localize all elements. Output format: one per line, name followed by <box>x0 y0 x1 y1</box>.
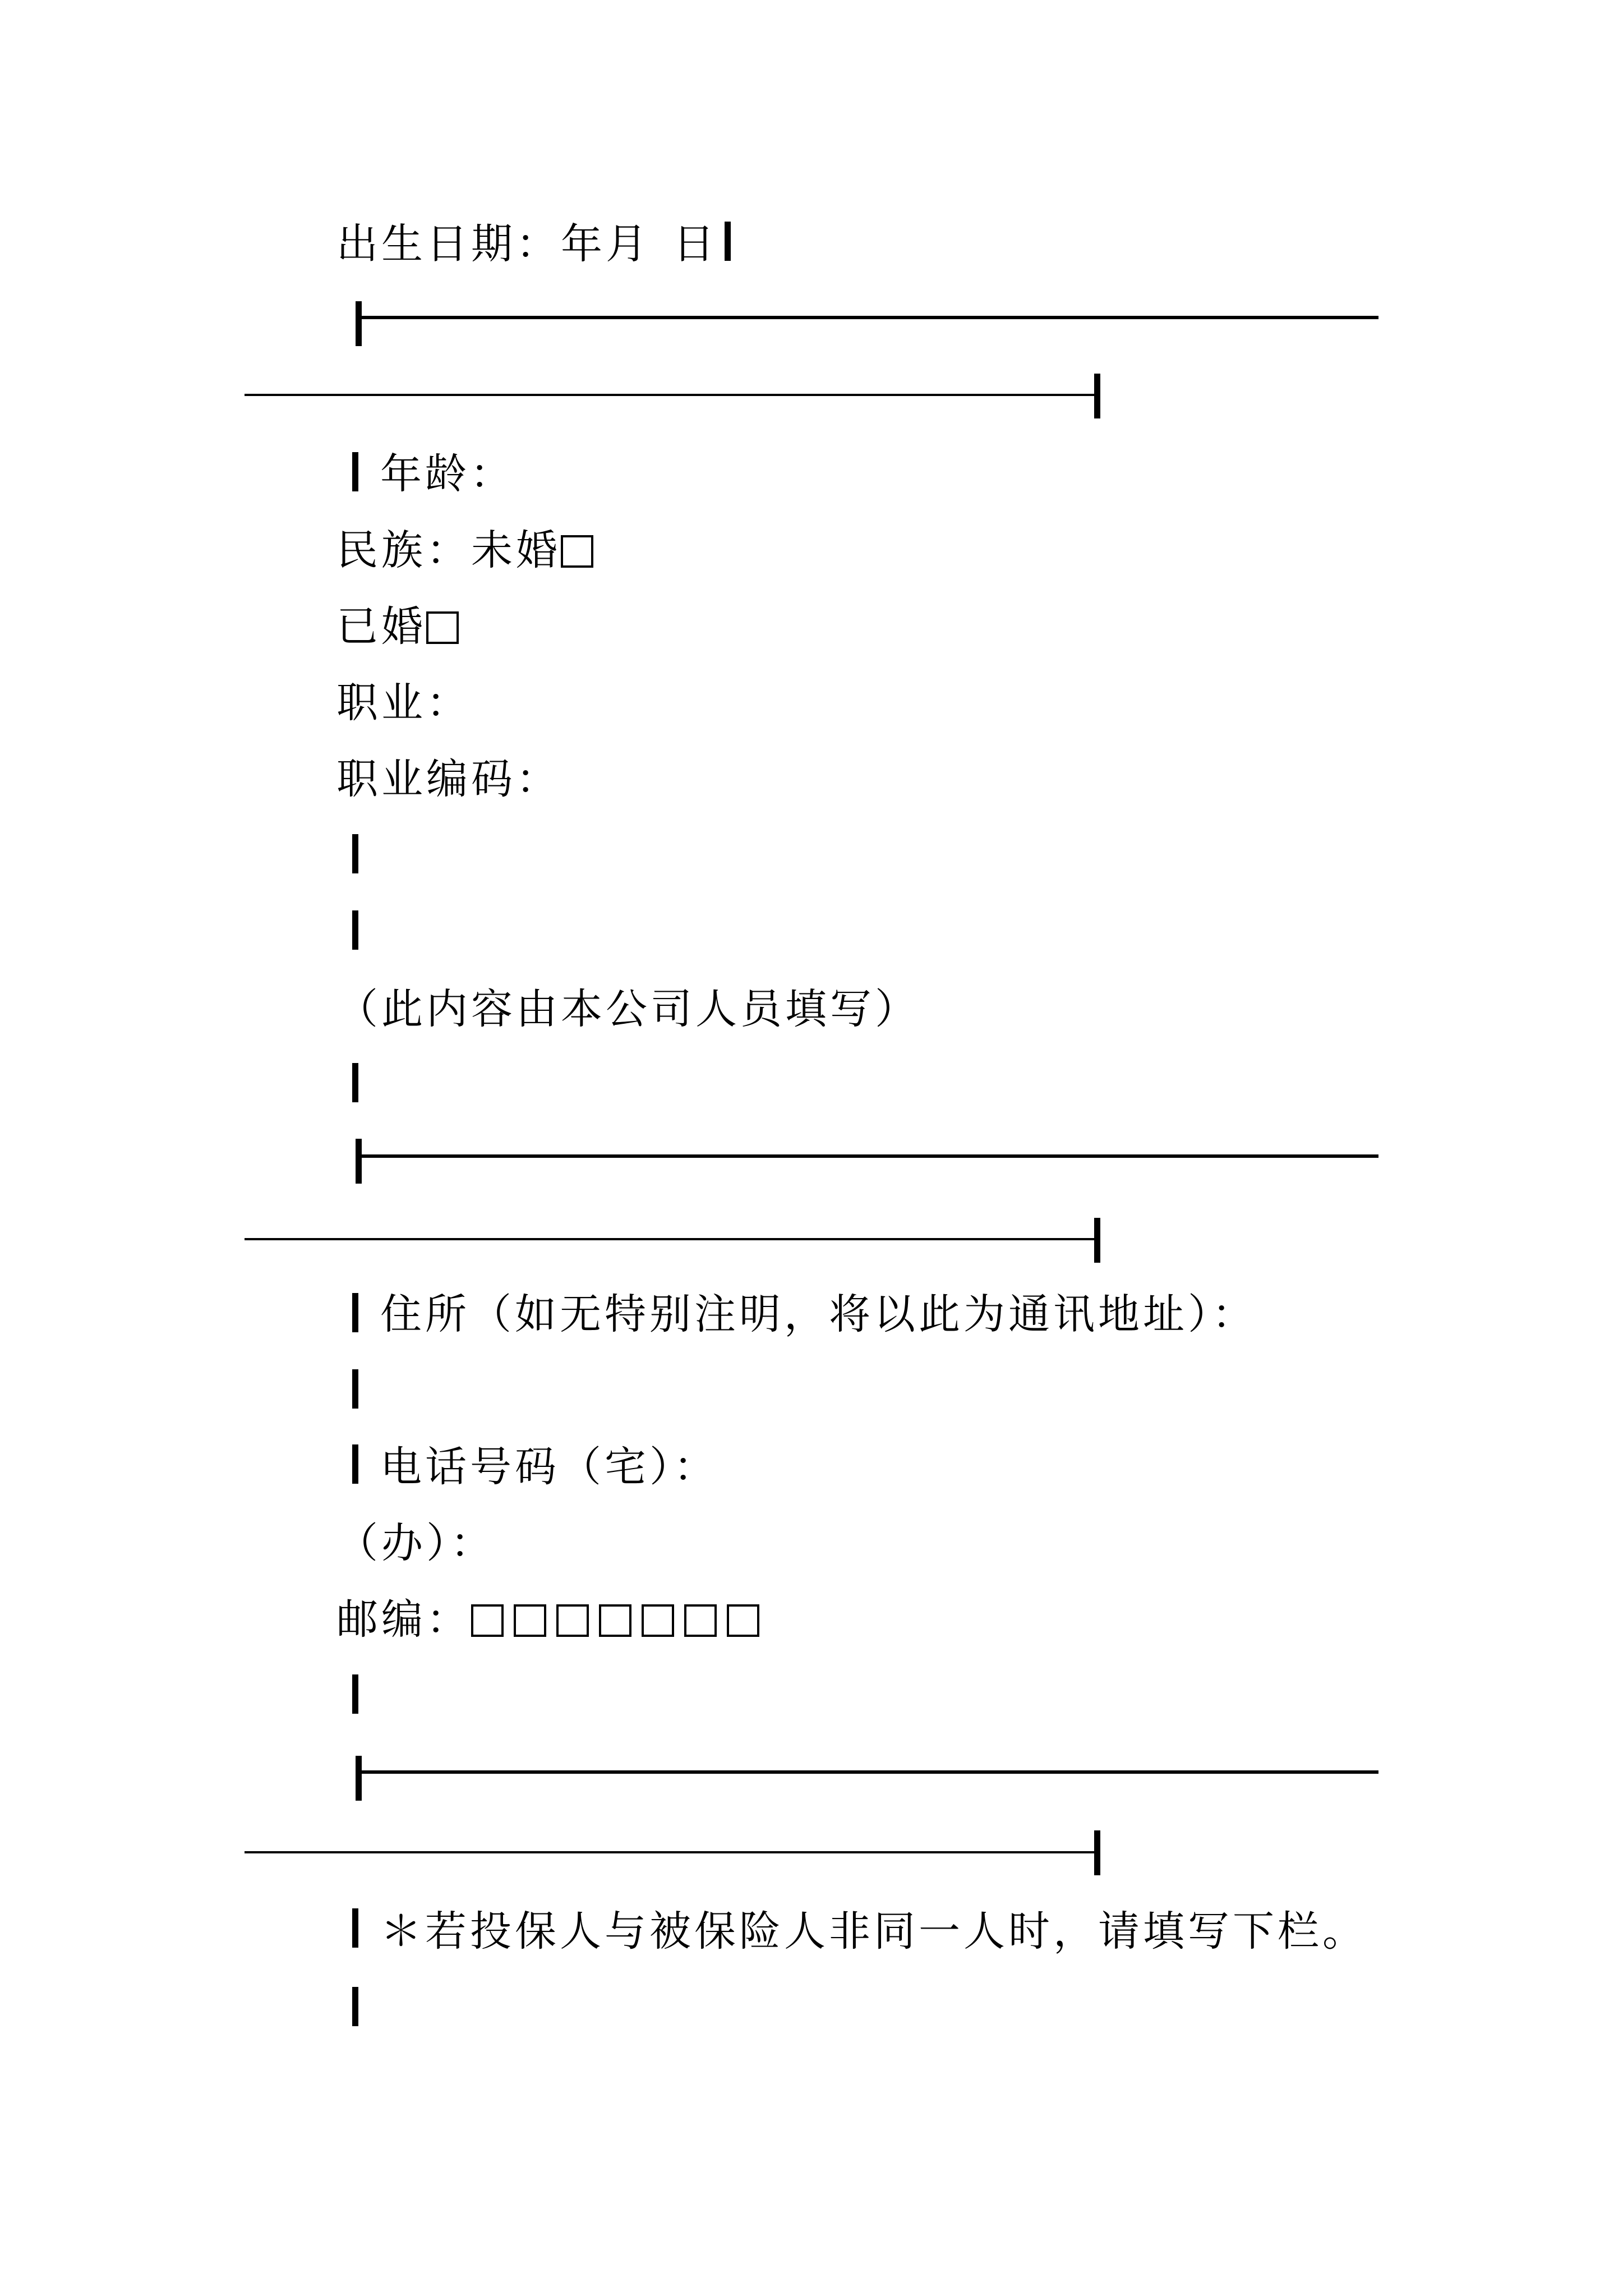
table-border-vertical <box>356 301 362 346</box>
postal-code-box[interactable] <box>556 1604 589 1637</box>
ethnicity-row <box>336 526 593 574</box>
address-label: 住所（如无特别注明，将以此为通讯地址）： <box>380 1290 1257 1338</box>
occupation-code-label: 职业编码： <box>336 755 561 803</box>
occupation-label: 职业： <box>336 679 471 727</box>
postal-label: 邮编： <box>336 1595 471 1644</box>
postal-row <box>336 1595 759 1644</box>
table-border-vertical <box>352 452 358 491</box>
unmarried-checkbox[interactable] <box>561 535 593 568</box>
birth-day-label: 日 <box>673 220 718 268</box>
table-border-vertical <box>352 1908 358 1948</box>
table-border-vertical <box>356 1756 362 1801</box>
birth-date-label: 出生日期： <box>336 220 561 268</box>
table-border-vertical <box>352 1369 358 1409</box>
ethnicity-label: 民族： <box>336 526 471 574</box>
table-border-horizontal <box>245 394 1097 396</box>
postal-code-box[interactable] <box>471 1604 504 1637</box>
table-border-vertical <box>352 1987 358 2026</box>
table-border-vertical <box>352 910 358 950</box>
table-border-vertical <box>1094 374 1100 418</box>
table-border-horizontal <box>362 1770 1378 1774</box>
table-border-horizontal <box>245 1238 1097 1240</box>
table-border-vertical <box>352 1444 358 1484</box>
table-border-vertical <box>356 1139 362 1184</box>
table-border-vertical <box>352 1293 358 1332</box>
table-border-vertical <box>352 834 358 873</box>
phone-home-label: 电话号码（宅）： <box>380 1443 718 1491</box>
table-border-horizontal <box>245 1851 1097 1853</box>
married-label: 已婚 <box>336 602 426 651</box>
unmarried-label: 未婚 <box>471 526 561 574</box>
postal-code-box[interactable] <box>684 1604 717 1637</box>
table-border-vertical <box>352 1063 358 1102</box>
postal-code-box[interactable] <box>514 1604 546 1637</box>
postal-code-boxes <box>471 1595 759 1644</box>
age-label: 年龄： <box>380 450 515 498</box>
table-border-horizontal <box>362 316 1378 319</box>
table-border-vertical <box>352 1674 358 1714</box>
married-checkbox[interactable] <box>426 611 459 644</box>
table-border-vertical <box>1094 1218 1100 1263</box>
birth-year-label: 年 <box>561 220 606 268</box>
table-border-horizontal <box>362 1154 1378 1158</box>
staff-note: （此内容由本公司人员填写） <box>336 985 920 1033</box>
postal-code-box[interactable] <box>642 1604 674 1637</box>
married-row <box>336 602 459 651</box>
postal-code-box[interactable] <box>599 1604 631 1637</box>
birth-month-label: 月 <box>606 220 651 268</box>
phone-office-label: （办）： <box>336 1519 495 1567</box>
postal-code-box[interactable] <box>727 1604 759 1637</box>
birth-date-row <box>336 220 718 268</box>
table-border-vertical <box>1094 1830 1100 1875</box>
policyholder-note: ＊若投保人与被保险人非同一人时，请填写下栏。 <box>380 1907 1367 1955</box>
table-border-vertical <box>725 222 731 261</box>
